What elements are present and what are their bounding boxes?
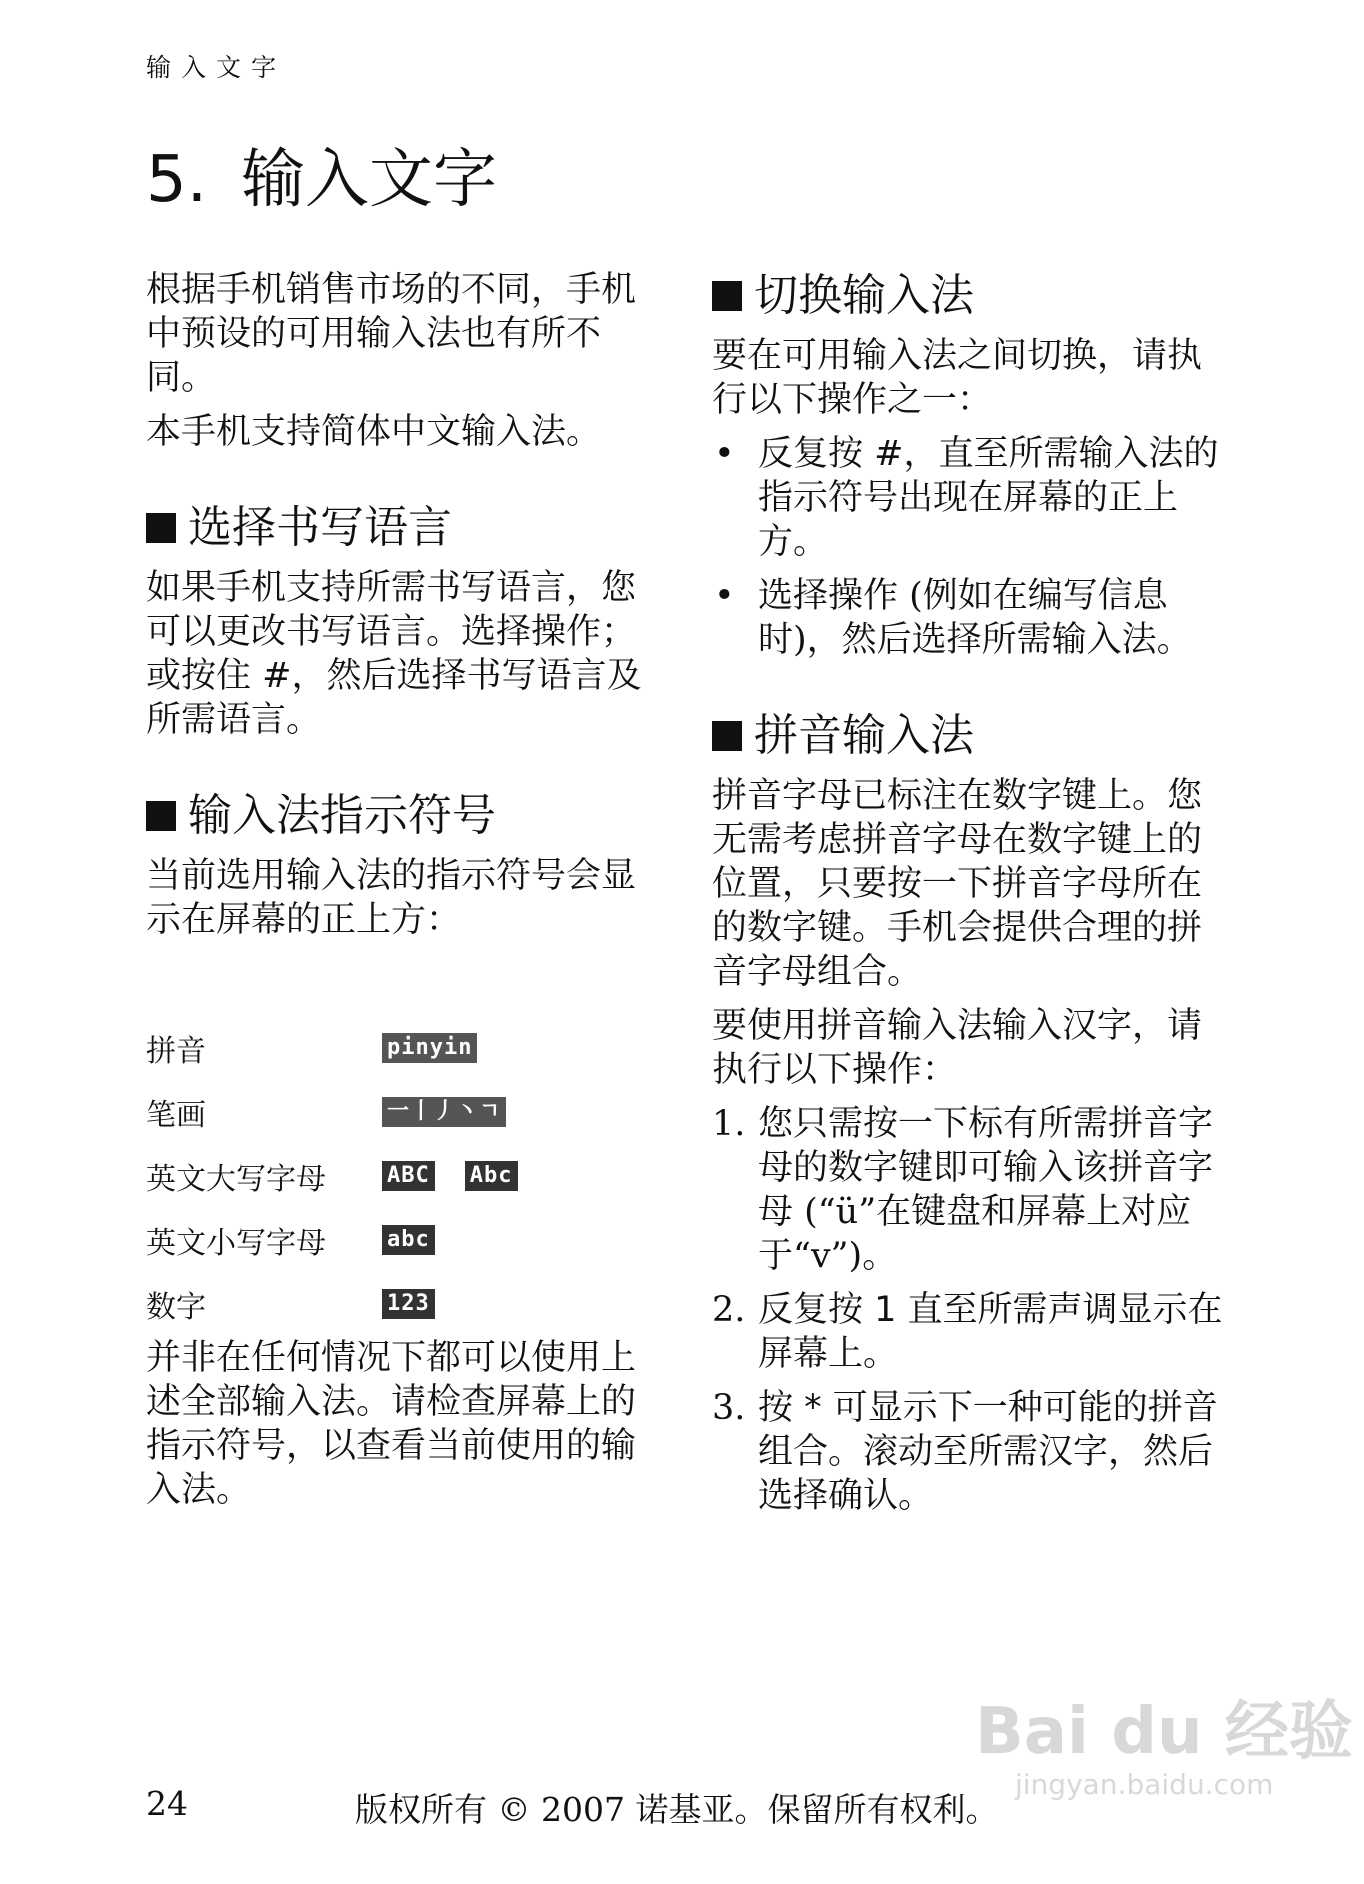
switch-input-list bbox=[712, 432, 1232, 662]
chapter-name: 输入文字 bbox=[241, 143, 498, 217]
switch-input-paragraph: 要在可用输入法之间切换，请执行以下操作之一： bbox=[712, 336, 1203, 420]
indicator-row: 数字 123 bbox=[146, 1272, 656, 1336]
lowercase-indicator-icon: abc bbox=[382, 1225, 435, 1255]
writing-language-paragraph: 如果手机支持所需书写语言，您可以更改书写语言。选择操作；或按住 #，然后选择书写语言及所需语言。 bbox=[146, 568, 642, 740]
chapter-number: 5. bbox=[146, 143, 208, 217]
pinyin-indicator-icon: pinyin bbox=[382, 1033, 477, 1063]
section-heading-switch-input: 切换输入法 bbox=[712, 268, 1232, 324]
availability-note: 并非在任何情况下都可以使用上述全部输入法。请检查屏幕上的指示符号，以查看当前使用的输入法。 bbox=[146, 1338, 637, 1510]
pinyin-paragraph-1: 拼音字母已标注在数字键上。您无需考虑拼音字母在数字键上的位置，只要按一下拼音字母所在的数字键。手机会提供合理的拼音字母组合。 bbox=[712, 776, 1203, 992]
uppercase-indicator-icon: ABC bbox=[382, 1161, 435, 1191]
indicator-table bbox=[146, 1016, 656, 1336]
list-item: 1. 您只需按一下标有所需拼音字母的数字键即可输入该拼音字母 (“ü”在键盘和屏幕上对应于“v”)。 bbox=[712, 1104, 1214, 1276]
square-bullet-icon bbox=[146, 513, 176, 543]
list-item: 2. 反复按 1 直至所需声调显示在屏幕上。 bbox=[712, 1290, 1223, 1374]
watermark-url: jingyan.baidu.com bbox=[1015, 1768, 1274, 1801]
right-column bbox=[712, 268, 1232, 1528]
running-header: 输入文字 bbox=[146, 53, 287, 82]
indicator-row: 英文大写字母 ABC Abc bbox=[146, 1144, 656, 1208]
section-heading-indicators: 输入法指示符号 bbox=[146, 788, 656, 844]
baidu-watermark-logo: Bai du 经验 jingyan.baidu.com bbox=[975, 1695, 1353, 1801]
indicator-row: 英文小写字母 abc bbox=[146, 1208, 656, 1272]
numeric-indicator-icon: 123 bbox=[382, 1289, 435, 1319]
sentence-case-indicator-icon: Abc bbox=[465, 1161, 518, 1191]
pinyin-steps bbox=[712, 1102, 1232, 1518]
list-item: 3. 按 * 可显示下一种可能的拼音组合。滚动至所需汉字，然后选择确认。 bbox=[712, 1388, 1218, 1516]
page-number: 24 bbox=[146, 1784, 188, 1823]
list-item: • 反复按 #，直至所需输入法的指示符号出现在屏幕的正上方。 bbox=[714, 434, 1219, 562]
indicator-row: 拼音 pinyin bbox=[146, 1016, 656, 1080]
stroke-indicator-icon: 一丨丿丶ㄱ bbox=[382, 1097, 506, 1127]
pinyin-paragraph-2: 要使用拼音输入法输入汉字，请执行以下操作： bbox=[712, 1006, 1203, 1090]
square-bullet-icon bbox=[712, 721, 742, 751]
square-bullet-icon bbox=[712, 281, 742, 311]
section-heading-pinyin: 拼音输入法 bbox=[712, 708, 1232, 764]
copyright-notice: 版权所有 © 2007 诺基亚。保留所有权利。 bbox=[355, 1790, 999, 1829]
intro-paragraph-1: 根据手机销售市场的不同，手机中预设的可用输入法也有所不同。 bbox=[146, 270, 637, 398]
intro-paragraph-2: 本手机支持简体中文输入法。 bbox=[146, 412, 602, 452]
left-column bbox=[146, 268, 656, 1522]
chapter-title bbox=[146, 128, 497, 220]
indicator-row: 笔画 一丨丿丶ㄱ bbox=[146, 1080, 656, 1144]
section-heading-writing-language: 选择书写语言 bbox=[146, 500, 656, 556]
list-item: • 选择操作 (例如在编写信息时)，然后选择所需输入法。 bbox=[714, 576, 1192, 660]
indicators-paragraph: 当前选用输入法的指示符号会显示在屏幕的正上方： bbox=[146, 856, 637, 940]
square-bullet-icon bbox=[146, 801, 176, 831]
